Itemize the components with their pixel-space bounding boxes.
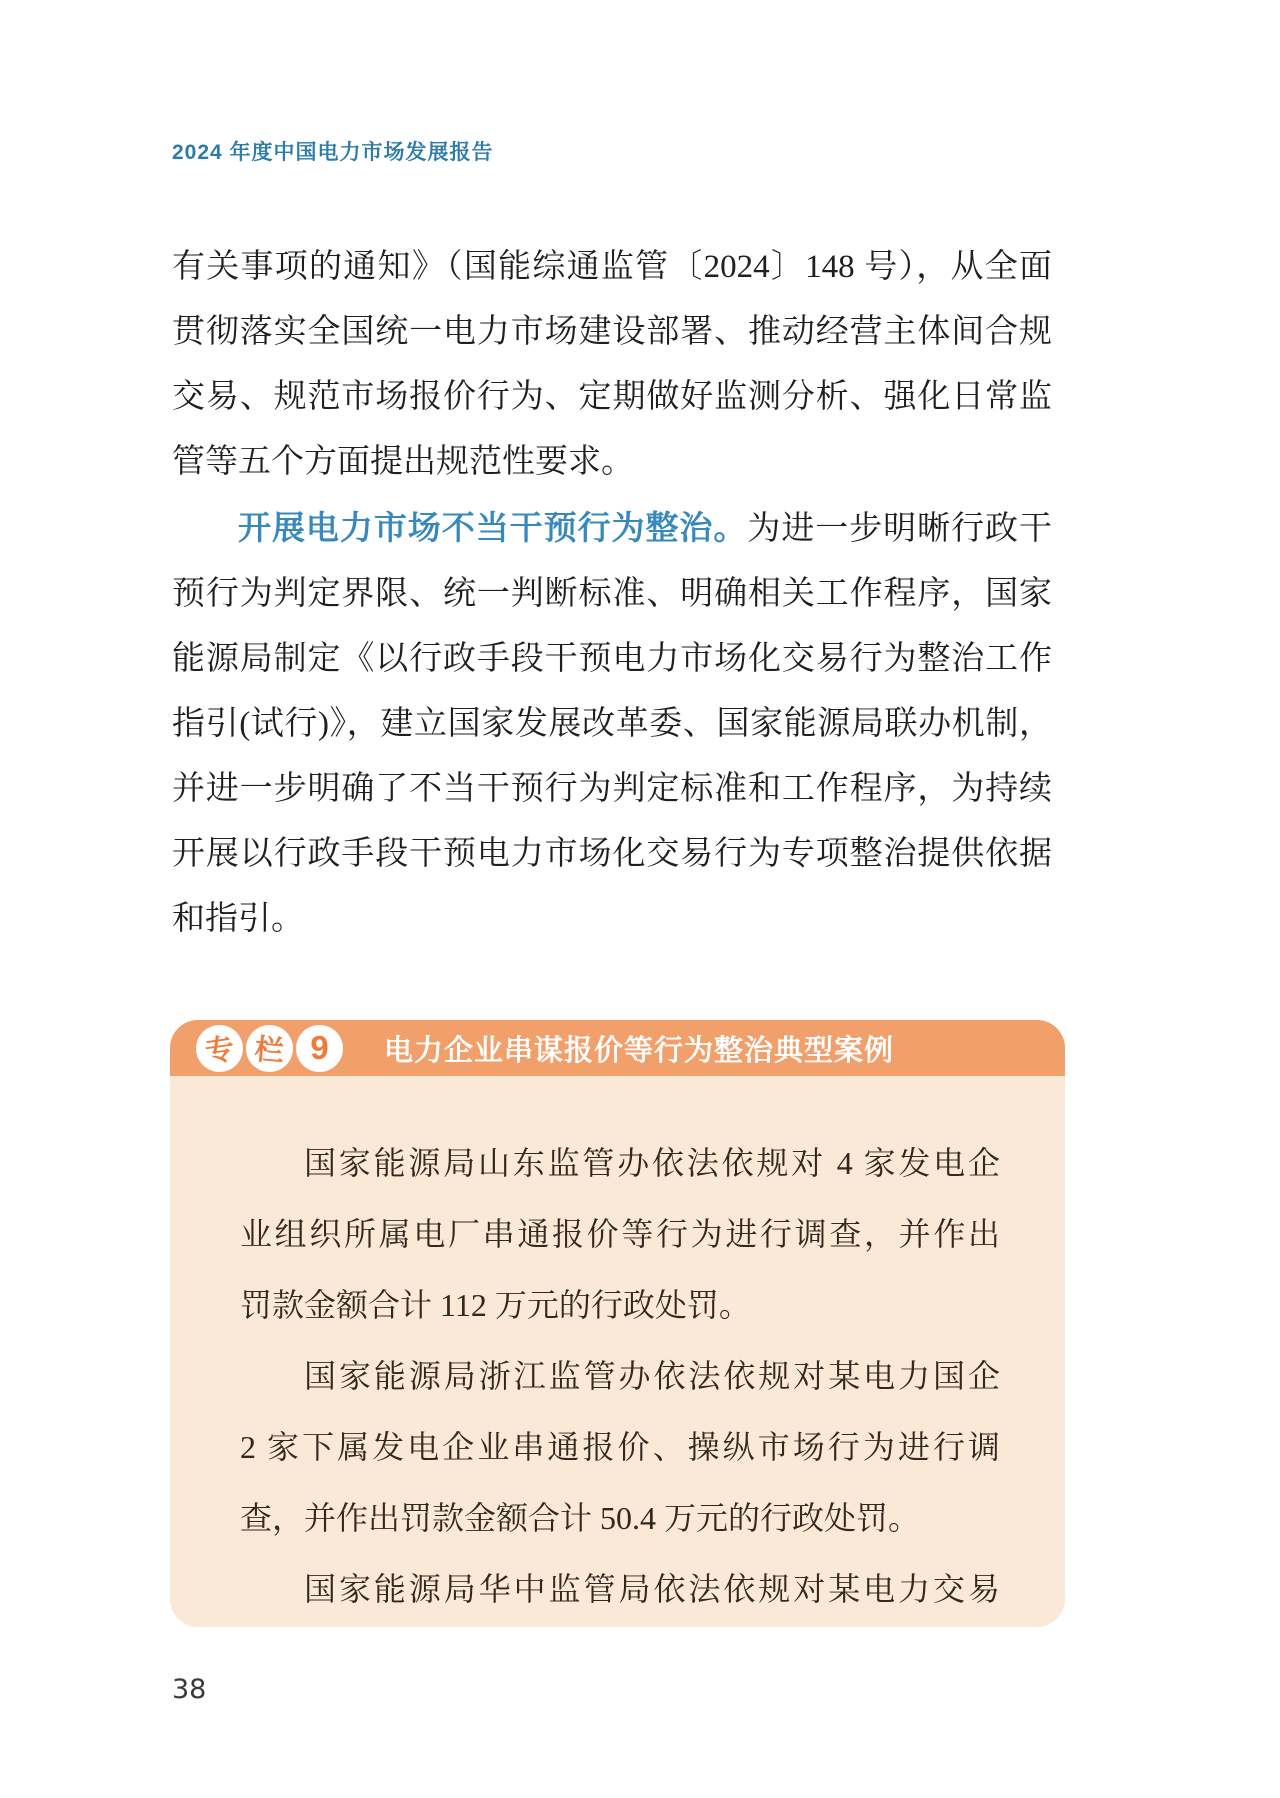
main-text-block	[172, 235, 1052, 952]
box-title: 电力企业串谋报价等行为整治典型案例	[384, 1034, 895, 1067]
text-line: 预行为判定界限、统一判断标准、明确相关工作程序，国家	[172, 576, 1052, 612]
running-head: 2024 年度中国电力市场发展报告	[172, 141, 494, 164]
page-number: 38	[172, 1674, 207, 1705]
box-text-line: 国家能源局山东监管办依法依规对 4 家发电企	[304, 1145, 1000, 1181]
case-study-box	[170, 1020, 1065, 1627]
box-text-line: 罚款金额合计 112 万元的行政处罚。	[240, 1287, 751, 1323]
text-line: 管等五个方面提出规范性要求。	[172, 444, 634, 480]
box-header-band	[170, 1020, 1065, 1076]
text-line: 能源局制定《以行政手段干预电力市场化交易行为整治工作	[172, 641, 1052, 677]
text-line: 指引(试行)》，建立国家发展改革委、国家能源局联办机制，	[172, 706, 1052, 742]
text-line: 开展以行政手段干预电力市场化交易行为专项整治提供依据	[172, 836, 1052, 872]
badge-char-zhuan: 专	[193, 1021, 246, 1074]
column-badge	[196, 1025, 346, 1072]
box-text-line: 国家能源局浙江监管办依法依规对某电力国企	[304, 1358, 1000, 1394]
emphasis-heading: 开展电力市场不当干预行为整治。	[238, 509, 748, 546]
box-text-line: 业组织所属电厂串通报价等行为进行调查，并作出	[240, 1216, 1000, 1252]
text-run: 为进一步明晰行政干	[747, 511, 1053, 547]
box-text-line: 国家能源局华中监管局依法依规对某电力交易	[304, 1571, 1000, 1607]
box-text-line: 2 家下属发电企业串通报价、操纵市场行为进行调	[240, 1429, 1000, 1465]
box-text-line: 查，并作出罚款金额合计 50.4 万元的行政处罚。	[240, 1500, 921, 1536]
box-body	[170, 1076, 1065, 1625]
text-line	[172, 495, 1052, 562]
text-line: 并进一步明确了不当干预行为判定标准和工作程序，为持续	[172, 771, 1052, 807]
badge-number: 9	[296, 1025, 343, 1072]
text-line: 和指引。	[172, 901, 304, 937]
text-line: 贯彻落实全国统一电力市场建设部署、推动经营主体间合规	[172, 314, 1052, 350]
badge-char-lan: 栏	[244, 1023, 295, 1074]
text-line: 交易、规范市场报价行为、定期做好监测分析、强化日常监	[172, 379, 1052, 415]
text-line: 有关事项的通知》（国能综通监管〔2024〕148 号），从全面	[172, 249, 1052, 285]
